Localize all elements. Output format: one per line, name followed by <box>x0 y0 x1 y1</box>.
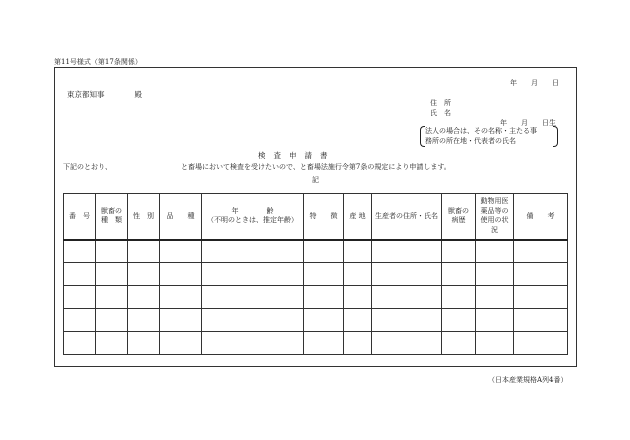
table-cell <box>514 286 568 309</box>
table-cell <box>128 240 160 263</box>
table-cell <box>64 240 96 263</box>
table-cell <box>64 263 96 286</box>
table-cell <box>304 286 344 309</box>
column-header <box>442 194 476 240</box>
table-header-row <box>64 194 568 240</box>
table-cell <box>344 263 372 286</box>
column-header-line: 品 種 <box>166 211 195 220</box>
table-cell <box>160 263 202 286</box>
table-cell <box>128 309 160 332</box>
column-header-line: 産 地 <box>349 211 366 220</box>
column-header-line: 薬品等の <box>480 206 509 215</box>
table-cell <box>304 309 344 332</box>
column-header-line: （不明のときは、推定年齢） <box>207 216 298 225</box>
table-cell <box>514 240 568 263</box>
column-header-line: 況 <box>491 225 498 234</box>
table-cell <box>514 332 568 355</box>
column-header <box>96 194 128 240</box>
column-header-line: 特 徴 <box>309 211 338 220</box>
column-header <box>160 194 202 240</box>
body-text-right: と畜場において検査を受けたいので、と畜場法施行令第7条の規定により申請します。 <box>181 163 451 171</box>
table-cell <box>304 240 344 263</box>
table-cell <box>344 286 372 309</box>
column-header-line: 種 類 <box>101 216 122 225</box>
column-header-line: 生産者の住所・氏名 <box>375 211 438 220</box>
table-cell <box>372 240 442 263</box>
table-row <box>64 332 568 355</box>
column-header <box>202 194 304 240</box>
table-cell <box>160 332 202 355</box>
column-header-line: 獣畜の <box>101 206 122 215</box>
addressee: 東京都知事 殿 <box>67 90 142 99</box>
table-cell <box>442 309 476 332</box>
table-cell <box>442 286 476 309</box>
bracket-right <box>553 126 558 147</box>
table-row <box>64 240 568 263</box>
table-cell <box>442 263 476 286</box>
table-row <box>64 286 568 309</box>
table-cell <box>96 309 128 332</box>
table-cell <box>128 332 160 355</box>
table-cell <box>96 286 128 309</box>
table-cell <box>96 263 128 286</box>
ki-label: 記 <box>312 176 319 184</box>
table-cell <box>202 263 304 286</box>
document-title: 検査申請書 <box>258 151 336 160</box>
column-header <box>476 194 514 240</box>
table-cell <box>372 309 442 332</box>
table-cell <box>96 240 128 263</box>
table-cell <box>514 309 568 332</box>
corp-note-line1: 法人の場合は、その名称・主たる事 <box>425 127 537 135</box>
column-header <box>344 194 372 240</box>
name-label: 氏 名 <box>430 109 451 117</box>
table-row <box>64 263 568 286</box>
table-cell <box>160 240 202 263</box>
table-cell <box>514 263 568 286</box>
table-cell <box>64 332 96 355</box>
column-header <box>64 194 96 240</box>
table-cell <box>344 332 372 355</box>
column-header-line: 番 号 <box>69 211 90 220</box>
table-cell <box>476 263 514 286</box>
table-cell <box>304 263 344 286</box>
address-label: 住 所 <box>430 99 451 107</box>
column-header-line: 動物用医 <box>480 197 509 206</box>
table-cell <box>476 240 514 263</box>
column-header <box>304 194 344 240</box>
column-header-line: 備 考 <box>526 211 555 220</box>
table-cell <box>202 309 304 332</box>
inspection-table <box>63 193 568 355</box>
table-cell <box>128 286 160 309</box>
footer-note: （日本産業規格A列4番） <box>488 376 568 384</box>
column-header <box>372 194 442 240</box>
table-cell <box>202 332 304 355</box>
table-row <box>64 309 568 332</box>
table-cell <box>476 309 514 332</box>
table-cell <box>442 240 476 263</box>
table-cell <box>202 286 304 309</box>
column-header-line: 年 齢 <box>231 206 274 215</box>
table-cell <box>160 309 202 332</box>
table-cell <box>202 240 304 263</box>
column-header-line: 病歴 <box>451 216 466 225</box>
column-header-line: 性 別 <box>133 211 154 220</box>
table-cell <box>160 286 202 309</box>
table-cell <box>304 332 344 355</box>
column-header-line: 獣畜の <box>448 206 469 215</box>
column-header-line: 使用の状 <box>480 216 509 225</box>
table-cell <box>372 263 442 286</box>
body-text-left: 下記のとおり、 <box>63 163 112 171</box>
table-cell <box>372 332 442 355</box>
table-cell <box>344 240 372 263</box>
table-cell <box>344 309 372 332</box>
date-line: 年 月 日 <box>510 79 559 87</box>
table-cell <box>372 286 442 309</box>
form-number: 第11号様式（第17条関係） <box>54 58 142 66</box>
table-cell <box>64 286 96 309</box>
table-cell <box>476 332 514 355</box>
table-cell <box>476 286 514 309</box>
corp-note-line2: 務所の所在地・代表者の氏名 <box>425 137 516 145</box>
table-cell <box>96 332 128 355</box>
column-header <box>514 194 568 240</box>
table-cell <box>64 309 96 332</box>
table-cell <box>128 263 160 286</box>
birth-line: 年 月 日生 <box>500 119 556 127</box>
column-header <box>128 194 160 240</box>
table-cell <box>442 332 476 355</box>
